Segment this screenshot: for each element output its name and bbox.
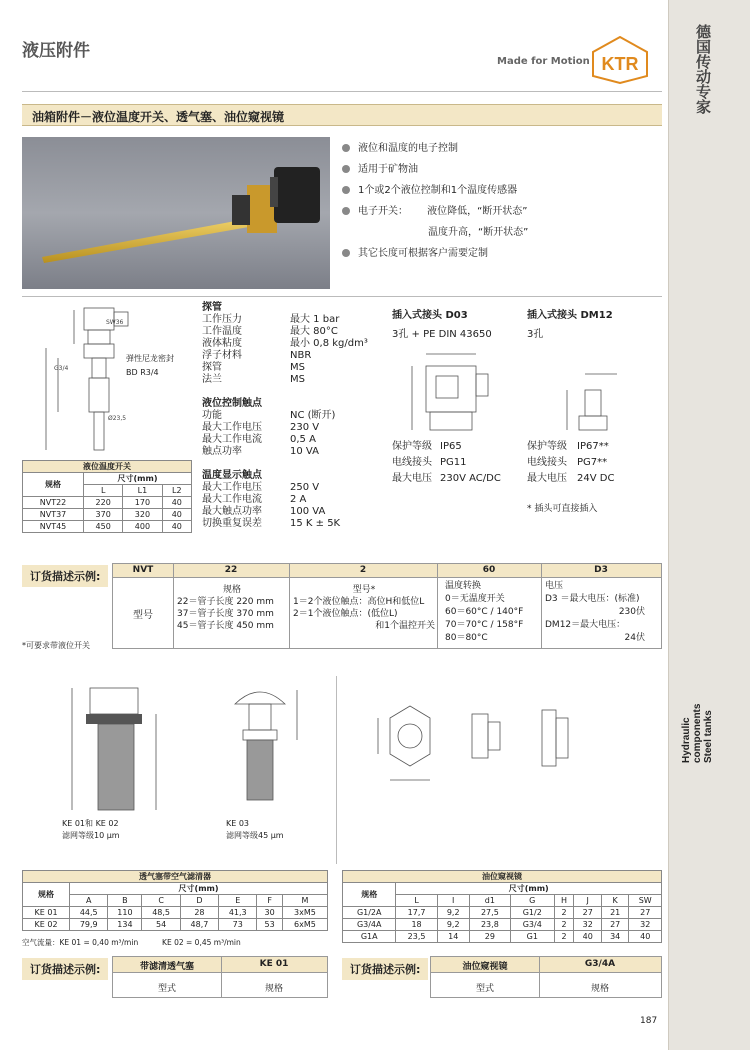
page-title: 液压附件 (22, 41, 90, 61)
sidebar-en-3: Steel tanks (703, 710, 714, 763)
page-number: 187 (640, 1016, 658, 1026)
order-code: D3 (594, 565, 608, 575)
order-spec: 规格 (590, 984, 609, 994)
table-row: NVT37 370 320 40 (23, 509, 192, 521)
seal-label: 弹性尼龙密封 BD R3/4 (126, 354, 174, 377)
order-code: NVT (132, 565, 154, 575)
order-col2: 规格 22＝管子长度 220 mm 37＝管子长度 370 mm 45＝管子长度 450 mm (177, 585, 274, 631)
order-name: 油位窥视镜 (462, 962, 508, 972)
bullet-icon (342, 144, 350, 152)
spec-title-level: 液位控制触点 (202, 398, 262, 409)
bullet-icon (342, 249, 350, 257)
nvt-dimension-table (22, 460, 192, 533)
table-row: NVT45 450 400 40 (23, 521, 192, 533)
plug-dm12: 插入式接头 DM12 3孔 保护等级 IP67** 电线接头 PG7** 最大电压 24V DC * 插头可直接插入 (527, 306, 662, 514)
spec-title-probe: 探管 (202, 302, 222, 313)
order-code: 60 (482, 565, 496, 575)
svg-text:SW36: SW36 (106, 319, 124, 326)
order-code: KE 01 (259, 959, 289, 969)
header-divider (22, 91, 662, 92)
plug-d03-sub: 3孔 + PE DIN 43650 (392, 329, 492, 340)
table-row: G1/2A 17,7 9,2 27,5 G1/2 2 27 21 27 (343, 907, 662, 919)
table-header: 规格 (23, 883, 70, 907)
order-col5: 电压 D3 ＝最大电压：(标准) 230伏 DM12＝最大电压： 24伏 (545, 581, 645, 643)
divider-vertical (336, 676, 337, 864)
list-item: 1个或2个液位控制和1个温度传感器 (342, 180, 662, 201)
spec-block: 探管 工作压力 最大 1 bar 工作温度 最大 80°C 液体粘度 最小 0,8 kg/dm³ 浮子材料 NBR 探管 MS 法兰 MS 液位控制触点 功能 NC (断开) 最大工作电压 230 V 最大工作电流 0,5 A 触点功率 10 VA 温度显示触点 最大工作电压 250 V 最大工作电流 2 A 最大触点功率 100 VA 切换重复误差 15 K ± 5K (202, 302, 382, 530)
table-row: KE 02 79,9 134 54 48,7 73 53 6xM5 (23, 919, 328, 931)
svg-text:Ø23,5: Ø23,5 (108, 415, 127, 422)
list-item-cont: 温度升高，“断开状态” (428, 227, 529, 238)
bullet-icon (342, 186, 350, 194)
table-row: G1A 23,5 14 29 G1 2 40 34 40 (343, 931, 662, 943)
order-col3: 型号* 1＝2个液位触点：高位H和低位L 2＝1个液位触点：(低位L) 和1个温控开关 (293, 585, 435, 631)
order-code: G3/4A (584, 959, 616, 969)
ke03-caption: KE 03 滤网等级45 μm (226, 819, 284, 840)
breather-table: 透气塞带空气滤清器 规格 尺寸(mm) A B C D E F M KE 01 44,5 110 48,5 28 41,3 30 3xM5 KE 02 79,9 134 54 48,7 73 53 6xM5 (22, 870, 328, 931)
section-title: 油箱附件－液位温度开关、透气塞、油位窥视镜 (32, 110, 285, 124)
level-switch-drawing (22, 300, 202, 458)
order-type: 型式 (475, 984, 494, 994)
ke03-drawing (205, 676, 315, 816)
table-header: 尺寸(mm) (396, 883, 662, 895)
side-panel (668, 0, 750, 1050)
ke01-drawing (48, 676, 178, 816)
section-title-bar (22, 104, 662, 126)
table-title: 液位温度开关 (23, 461, 192, 473)
list-item: 液位和温度的电子控制 (342, 138, 662, 159)
table-row: NVT22 220 170 40 (23, 497, 192, 509)
order-footnote: *可要求带液位开关 (22, 641, 90, 650)
plug-d03-title: 插入式接头 D03 (392, 310, 468, 321)
table-title: 油位窥视镜 (343, 871, 662, 883)
sidebar-en-1: Hydraulic (681, 717, 692, 763)
order-type: 型式 (157, 984, 176, 994)
order-label-sight: 订货描述示例: (342, 958, 428, 980)
table-header: L (84, 485, 123, 497)
order-code: 2 (359, 565, 367, 575)
table-row: KE 01 44,5 110 48,5 28 41,3 30 3xM5 (23, 907, 328, 919)
table-header: 尺寸(mm) (70, 883, 328, 895)
plug-dm12-title: 插入式接头 DM12 (527, 310, 613, 321)
feature-list (342, 138, 662, 264)
table-header: L1 (123, 485, 162, 497)
order-table (112, 563, 662, 649)
order-col4: 温度转换 0＝无温度开关 60＝60°C / 140°F 70＝70°C / 158°F 80＝80°C (445, 581, 524, 643)
bullet-icon (342, 165, 350, 173)
table-header: 规格 (23, 473, 84, 497)
order-ke-table (112, 956, 328, 998)
order-label-ke: 订货描述示例: (22, 958, 108, 980)
table-header: L2 (162, 485, 191, 497)
order-sight-table (430, 956, 662, 998)
sight-glass-table: 油位窥视镜 规格 尺寸(mm) L I d1 G H J K SW G1/2A 17,7 9,2 27,5 G1/2 2 27 21 27 G3/4A 18 9,2 23,8 G3/4 2 32 27 32 G1A 23,5 14 29 G1 2 40 34 40 (342, 870, 662, 943)
product-photo (22, 137, 330, 289)
order-label: 订货描述示例: (22, 565, 108, 587)
airflow-note: 空气流量：KE 01 = 0,40 m³/min KE 02 = 0,45 m³/min (22, 938, 241, 947)
list-item: 其它长度可根据客户需要定制 (342, 243, 662, 264)
table-header: 尺寸(mm) (84, 473, 192, 485)
sight-glass-drawings (372, 690, 662, 790)
ktr-logo (591, 36, 649, 84)
order-code: 22 (224, 565, 238, 575)
sidebar-en-2: components (692, 703, 703, 763)
plug-d03-drawing (392, 344, 512, 434)
divider (22, 296, 662, 297)
svg-text:G3/4: G3/4 (54, 365, 69, 372)
spec-title-temp: 温度显示触点 (202, 470, 262, 481)
sidebar-top-text: 德国传动专家 (694, 24, 712, 114)
plug-d03: 插入式接头 D03 3孔 + PE DIN 43650 保护等级 IP65 电线接头 PG11 最大电压 230V AC/DC (392, 306, 522, 485)
table-header: 规格 (343, 883, 396, 907)
list-item: 电子开关： 液位降低，“断开状态” (342, 201, 662, 222)
bullet-icon (342, 207, 350, 215)
table-row: G3/4A 18 9,2 23,8 G3/4 2 32 27 32 (343, 919, 662, 931)
plug-note: * 插头可直接插入 (527, 504, 598, 514)
order-name: 带滤清透气塞 (139, 962, 194, 972)
ke01-caption: KE 01和 KE 02 滤网等级10 μm (62, 819, 120, 840)
table-title: 透气塞带空气滤清器 (23, 871, 328, 883)
plug-dm12-sub: 3孔 (527, 329, 544, 340)
order-type-label: 型号 (133, 610, 153, 621)
order-spec: 规格 (264, 984, 283, 994)
tagline: Made for Motion (497, 56, 590, 67)
plug-dm12-drawing (527, 344, 647, 434)
list-item: 适用于矿物油 (342, 159, 662, 180)
logo-text: KTR (601, 54, 639, 74)
sidebar-english (671, 695, 731, 765)
